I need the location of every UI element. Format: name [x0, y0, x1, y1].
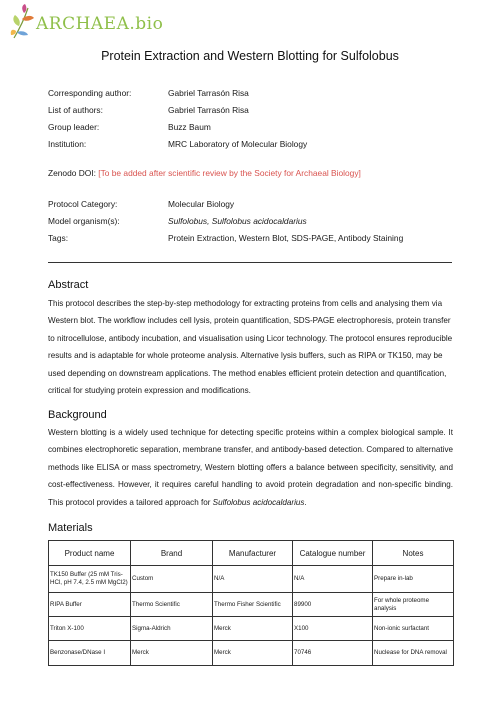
table-cell: Prepare in-lab — [373, 566, 454, 593]
meta-key: Group leader: — [48, 122, 100, 132]
materials-heading: Materials — [48, 522, 93, 534]
table-cell: Benzonase/DNase I — [49, 641, 131, 666]
section-divider — [48, 262, 452, 263]
table-cell: N/A — [213, 566, 293, 593]
meta-key: Institution: — [48, 139, 87, 149]
meta-value: MRC Laboratory of Molecular Biology — [168, 139, 308, 149]
table-cell: Custom — [131, 566, 213, 593]
table-cell: Merck — [131, 641, 213, 666]
doi-label: Zenodo DOI: — [48, 168, 96, 178]
table-row — [49, 566, 454, 593]
table-cell: Nuclease for DNA removal — [373, 641, 454, 666]
table-cell: RIPA Buffer — [49, 593, 131, 617]
background-heading: Background — [48, 409, 107, 421]
logo-text: ARCHAEA.bio — [36, 14, 164, 34]
background-text-end: . — [304, 497, 307, 507]
table-cell: Non-ionic surfactant — [373, 617, 454, 641]
column-header: Brand — [131, 541, 213, 566]
table-row — [49, 617, 454, 641]
background-text-main: Western blotting is a widely used technique for detecting specific proteins within a complex biological sample. It combines electrophoretic separation, membrane transfer, and antibody-based detection. Compared to alternative methods like ELISA or mass spectrometry, Western blotting offers a balance between specificity, sensitivity, and cost-effectiveness. However, it requires careful handling to avoid protein degradation and non-specific binding. This protocol provides a tailored approach for — [48, 428, 453, 507]
column-header: Notes — [373, 541, 454, 566]
meta-value: Sulfolobus, Sulfolobus acidocaldarius — [168, 216, 307, 226]
doi-line — [48, 168, 361, 178]
meta-value: Molecular Biology — [168, 199, 235, 209]
table-cell: N/A — [293, 566, 373, 593]
table-cell: For whole proteome analysis — [373, 593, 454, 617]
column-header: Catalogue number — [293, 541, 373, 566]
table-row — [49, 641, 454, 666]
table-cell: Merck — [213, 617, 293, 641]
meta-value: Buzz Baum — [168, 122, 211, 132]
meta-key: Model organism(s): — [48, 216, 120, 226]
materials-table — [48, 540, 454, 666]
table-cell: X100 — [293, 617, 373, 641]
table-cell: Sigma-Aldrich — [131, 617, 213, 641]
site-logo[interactable] — [10, 4, 170, 44]
column-header: Product name — [49, 541, 131, 566]
table-cell: 89900 — [293, 593, 373, 617]
meta-key: List of authors: — [48, 105, 103, 115]
meta-key: Protocol Category: — [48, 199, 118, 209]
table-cell: Thermo Scientific — [131, 593, 213, 617]
meta-value: Protein Extraction, Western Blot, SDS-PAGE, Antibody Staining — [168, 233, 404, 243]
table-cell: Merck — [213, 641, 293, 666]
background-species: Sulfolobus acidocaldarius — [212, 497, 305, 507]
doi-link[interactable]: [To be added after scientific review by the Society for Archaeal Biology] — [98, 168, 361, 178]
table-cell: TK150 Buffer (25 mM Tris-HCl, pH 7.4, 2.5 mM MgCl2) — [49, 566, 131, 593]
table-cell: Thermo Fisher Scientific — [213, 593, 293, 617]
page-title: Protein Extraction and Western Blotting for Sulfolobus — [101, 49, 399, 63]
abstract-heading: Abstract — [48, 279, 89, 291]
background-text — [48, 424, 453, 511]
column-header: Manufacturer — [213, 541, 293, 566]
meta-value: Gabriel Tarrasón Risa — [168, 88, 249, 98]
meta-key: Corresponding author: — [48, 88, 132, 98]
meta-value: Gabriel Tarrasón Risa — [168, 105, 249, 115]
table-header-row — [49, 541, 454, 566]
table-row — [49, 593, 454, 617]
table-cell: Triton X-100 — [49, 617, 131, 641]
table-cell: 70746 — [293, 641, 373, 666]
abstract-text: This protocol describes the step-by-step methodology for extracting proteins from cells and analysing them via Western blot. The workflow includes cell lysis, protein quantification, SDS-PAGE electrophoresis, protein transfer to nitrocellulose, antibody incubation, and visualisation using Licor technology. The protocol ensures reproducible results and is adaptable for whole proteome analysis. Alternative lysis buffers, such as RIPA or TK150, may be used depending on downstream applications. The method enables efficient protein detection and quantification, critical for studying protein expression and modifications. — [48, 299, 453, 396]
meta-key: Tags: — [48, 233, 69, 243]
